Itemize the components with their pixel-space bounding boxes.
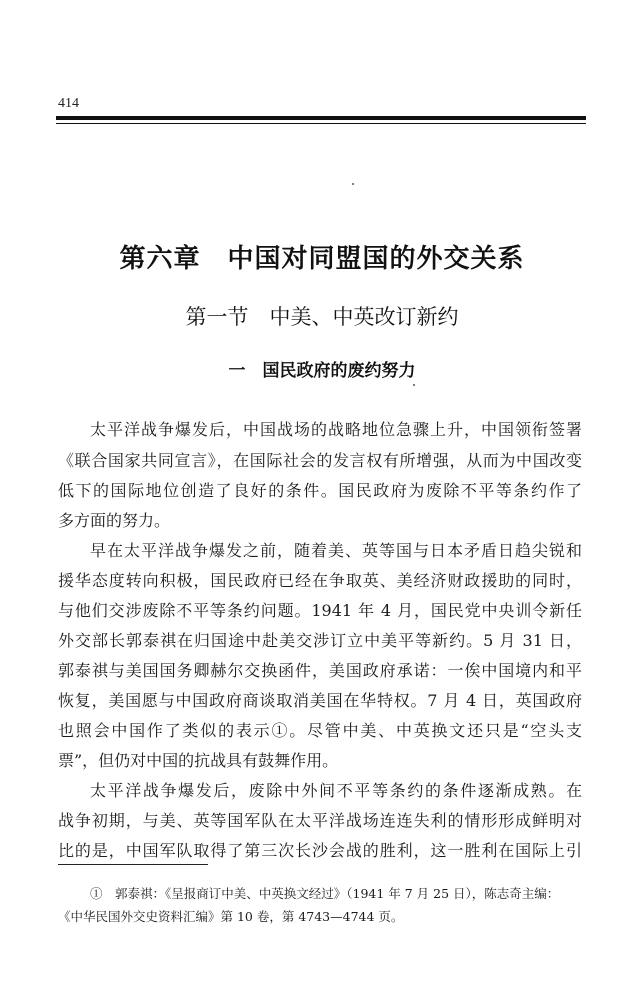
paragraph-line: 与他们交涉废除不平等条约问题。1941 年 4 月，国民党中央训令新任: [58, 601, 582, 620]
paragraph-line: 太平洋战争爆发后，废除中外间不平等条约的条件逐渐成熟。在: [90, 781, 582, 800]
stray-dot: [352, 183, 354, 185]
paragraph-line: 郭泰祺与美国国务卿赫尔交换函件，美国政府承诺：一俟中国境内和平: [58, 661, 582, 680]
paragraph-line: 票”，但仍对中国的抗战具有鼓舞作用。: [58, 751, 339, 770]
footnote-line: ① 郭泰祺：《呈报商订中美、中英换文经过》（1941 年 7 月 25 日），陈志奇主编：: [90, 886, 560, 901]
paragraph-line: 外交部长郭泰祺在归国途中赴美交涉订立中美平等新约。5 月 31 日，: [58, 631, 582, 650]
paragraph-line: 恢复，美国愿与中国政府商谈取消美国在华特权。7 月 4 日，英国政府: [58, 691, 582, 710]
paragraph-line: 战争初期，与美、英等国军队在太平洋战场连连失利的情形形成鲜明对: [58, 811, 582, 830]
header-rule-thick: [56, 116, 586, 120]
paragraph-line: 援华态度转向积极，国民政府已经在争取英、美经济财政援助的同时，: [58, 571, 582, 590]
footnote-line: 《中华民国外交史资料汇编》第 10 卷，第 4743—4744 页。: [58, 909, 404, 924]
chapter-title: 第六章 中国对同盟国的外交关系: [119, 244, 525, 274]
footnote-rule: [58, 864, 208, 865]
stray-dot: [413, 384, 415, 386]
section-title: 第一节 中美、中英改订新约: [185, 305, 459, 329]
paragraph-line: 《联合国家共同宣言》，在国际社会的发言权有所增强，从而为中国改变: [58, 451, 582, 470]
page-number: 414: [58, 96, 79, 111]
header-rule-thin: [56, 123, 586, 124]
paragraph-line: 太平洋战争爆发后，中国战场的战略地位急骤上升，中国领衔签署: [90, 420, 582, 439]
paragraph-line: 低下的国际地位创造了良好的条件。国民政府为废除不平等条约作了: [58, 481, 582, 500]
paragraph-line: 比的是，中国军队取得了第三次长沙会战的胜利，这一胜利在国际上引: [58, 841, 582, 860]
paragraph-line: 多方面的努力。: [58, 511, 171, 530]
paragraph-line: 也照会中国作了类似的表示①。尽管中美、中英换文还只是“空头支: [58, 721, 582, 740]
subsection-title: 一 国民政府的废约努力: [228, 361, 416, 381]
paragraph-line: 早在太平洋战争爆发之前，随着美、英等国与日本矛盾日趋尖锐和: [90, 541, 582, 560]
